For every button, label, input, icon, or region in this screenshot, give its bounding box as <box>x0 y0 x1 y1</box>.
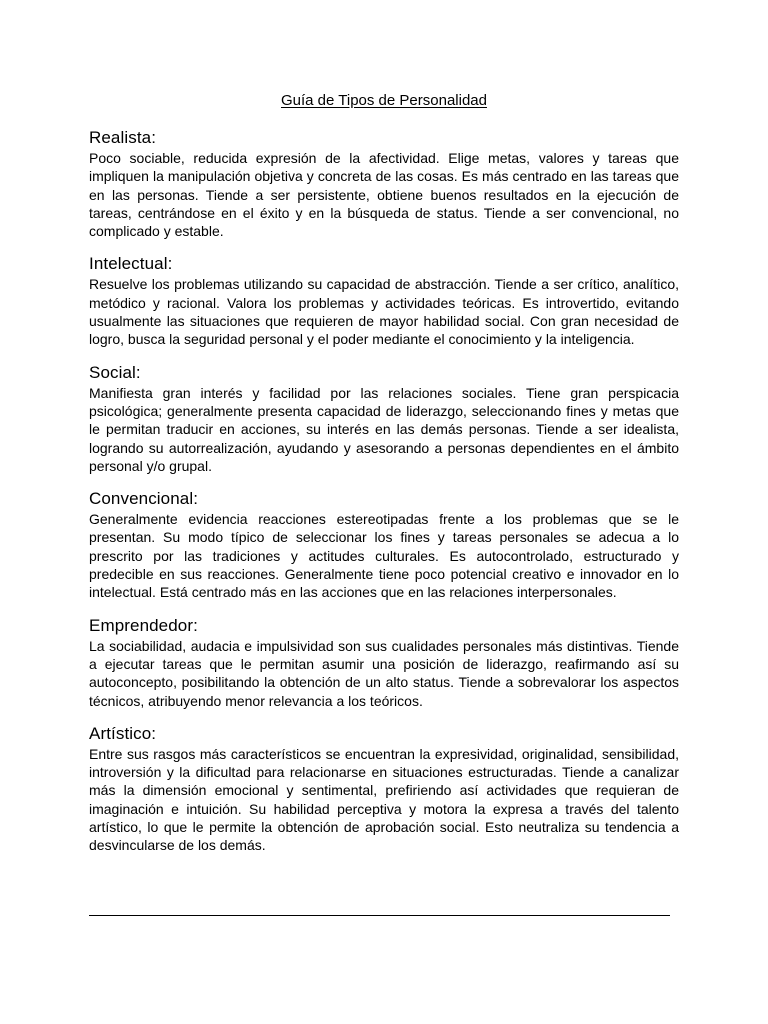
document-title: Guía de Tipos de Personalidad <box>281 92 487 109</box>
section-social <box>89 363 679 475</box>
section-heading-emprendedor: Emprendedor: <box>89 615 198 635</box>
section-text-emprendedor: La sociabilidad, audacia e impulsividad son sus cualidades personales más distintivas. Tiende a ejecutar tareas que le permitan asumir una posición de liderazgo, reafirmando así su autoconcepto, posibilitando la obtención de un alto status. Tiende a sobrevalorar los aspectos técnicos, atribuyendo menor relevancia a los teóricos. <box>89 637 679 709</box>
section-heading-convencional: Convencional: <box>89 489 199 509</box>
document-title-container <box>0 92 768 110</box>
section-text-intelectual: Resuelve los problemas utilizando su capacidad de abstracción. Tiende a ser crítico, analítico, metódico y racional. Valora los problemas y actividades teóricas. Es introvertido, evitando usualmente las situaciones que requieren de mayor habilidad social. Con gran necesidad de logro, busca la seguridad personal y el poder mediante el conocimiento y la inteligencia. <box>89 276 679 348</box>
section-text-convencional: Generalmente evidencia reacciones estereotipadas frente a los problemas que se le presentan. Su modo típico de seleccionar los fines y tareas personales se adecua a lo prescrito por las tradiciones y actitudes culturales. Es autocontrolado, estructurado y predecible en sus reacciones. Generalmente tiene poco potencial creativo e innovador en lo intelectual. Está centrado más en las acciones que en las relaciones interpersonales. <box>89 511 679 601</box>
document-content <box>89 128 679 869</box>
section-realista <box>89 128 679 240</box>
section-text-social: Manifiesta gran interés y facilidad por las relaciones sociales. Tiene gran perspicacia psicológica; generalmente presenta capacidad de liderazgo, seleccionando fines y metas que le permitan traducir en acciones, su interés en las demás personas. Tiende a ser idealista, logrando su autorrealización, ayudando y asesorando a personas dependientes en el ámbito personal y/o grupal. <box>89 384 679 474</box>
section-heading-social: Social: <box>89 362 141 382</box>
section-heading-realista: Realista: <box>89 128 157 147</box>
section-artistico <box>89 724 679 855</box>
section-text-artistico: Entre sus rasgos más característicos se encuentran la expresividad, originalidad, sensibilidad, introversión y la dificultad para relacionarse en situaciones estructuradas. Tiende a canalizar más la dimensión emocional y sentimental, prefiriendo así actividades que requieran de imaginación e intuición. Su habilidad perceptiva y motora la expresa a través del talento artístico, lo que le permite la obtención de aprobación social. Esto neutraliza su tendencia a desvincularse de los demás. <box>89 745 679 854</box>
section-intelectual <box>89 254 679 348</box>
section-heading-artistico: Artístico: <box>89 723 157 743</box>
section-text-realista: Poco sociable, reducida expresión de la afectividad. Elige metas, valores y tareas que impliquen la manipulación objetiva y concreta de las cosas. Es más centrado en las tareas que en las personas. Tiende a ser persistente, obtiene buenos resultados en la ejecución de tareas, centrándose en el éxito y en la búsqueda de status. Tiende a ser convencional, no complicado y estable. <box>89 150 679 240</box>
section-convencional <box>89 489 679 601</box>
bottom-rule-line <box>89 915 670 916</box>
section-emprendedor <box>89 616 679 710</box>
section-heading-intelectual: Intelectual: <box>89 254 173 274</box>
